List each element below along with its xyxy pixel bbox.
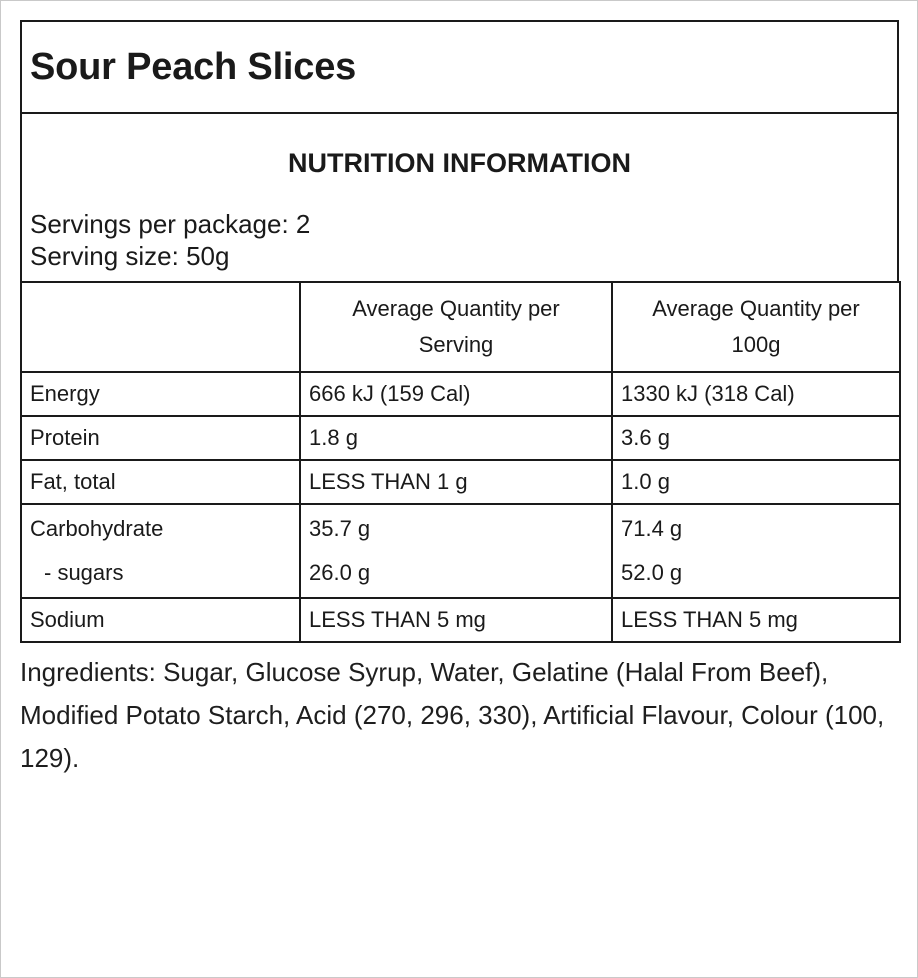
- title-box: [20, 20, 899, 114]
- nutrition-panel: [20, 20, 899, 643]
- per-serving-value: 35.7 g: [309, 516, 371, 541]
- nutrient-name: Fat, total: [21, 460, 300, 504]
- nutrient-subname: - sugars: [44, 560, 124, 585]
- nutrient-name: Energy: [21, 372, 300, 416]
- table-header-row: [21, 282, 900, 372]
- nutrient-name: Sodium: [21, 598, 300, 642]
- per-serving-value: LESS THAN 5 mg: [300, 598, 612, 642]
- table-row-fat: [21, 460, 900, 504]
- serving-details: [30, 208, 310, 272]
- table-row-protein: [21, 416, 900, 460]
- per-serving-cell: [300, 504, 612, 598]
- per-100g-value: LESS THAN 5 mg: [612, 598, 900, 642]
- ingredients-text: Ingredients: Sugar, Glucose Syrup, Water, Gelatine (Halal From Beef), Modified Potato Starch, Acid (270, 296, 330), Artificial Flavour, Colour (100, 129).: [20, 657, 885, 773]
- header-per-serving: Average Quantity per Serving: [300, 282, 612, 372]
- header-per-100g: Average Quantity per 100g: [612, 282, 900, 372]
- per-100g-subvalue: 52.0 g: [621, 560, 683, 585]
- table-row-energy: [21, 372, 900, 416]
- per-100g-value: 1330 kJ (318 Cal): [612, 372, 900, 416]
- nutrient-name: Carbohydrate: [30, 516, 164, 541]
- per-100g-value: 71.4 g: [621, 516, 683, 541]
- table-row-sodium: [21, 598, 900, 642]
- per-serving-subvalue: 26.0 g: [309, 560, 371, 585]
- nutrient-name: Protein: [21, 416, 300, 460]
- header-nutrient: [21, 282, 300, 372]
- serving-size: Serving size: 50g: [30, 241, 230, 271]
- product-title: Sour Peach Slices: [30, 45, 357, 88]
- servings-per-package: Servings per package: 2: [30, 209, 311, 239]
- table-row-carbohydrate: [21, 504, 900, 598]
- per-serving-value: LESS THAN 1 g: [300, 460, 612, 504]
- per-serving-value: 1.8 g: [300, 416, 612, 460]
- nutrition-heading: NUTRITION INFORMATION: [288, 148, 631, 178]
- nutrient-name-cell: [21, 504, 300, 598]
- per-100g-value: 1.0 g: [612, 460, 900, 504]
- per-100g-cell: [612, 504, 900, 598]
- serving-info-box: [20, 114, 899, 281]
- per-100g-value: 3.6 g: [612, 416, 900, 460]
- per-serving-value: 666 kJ (159 Cal): [300, 372, 612, 416]
- nutrition-table: [20, 281, 901, 643]
